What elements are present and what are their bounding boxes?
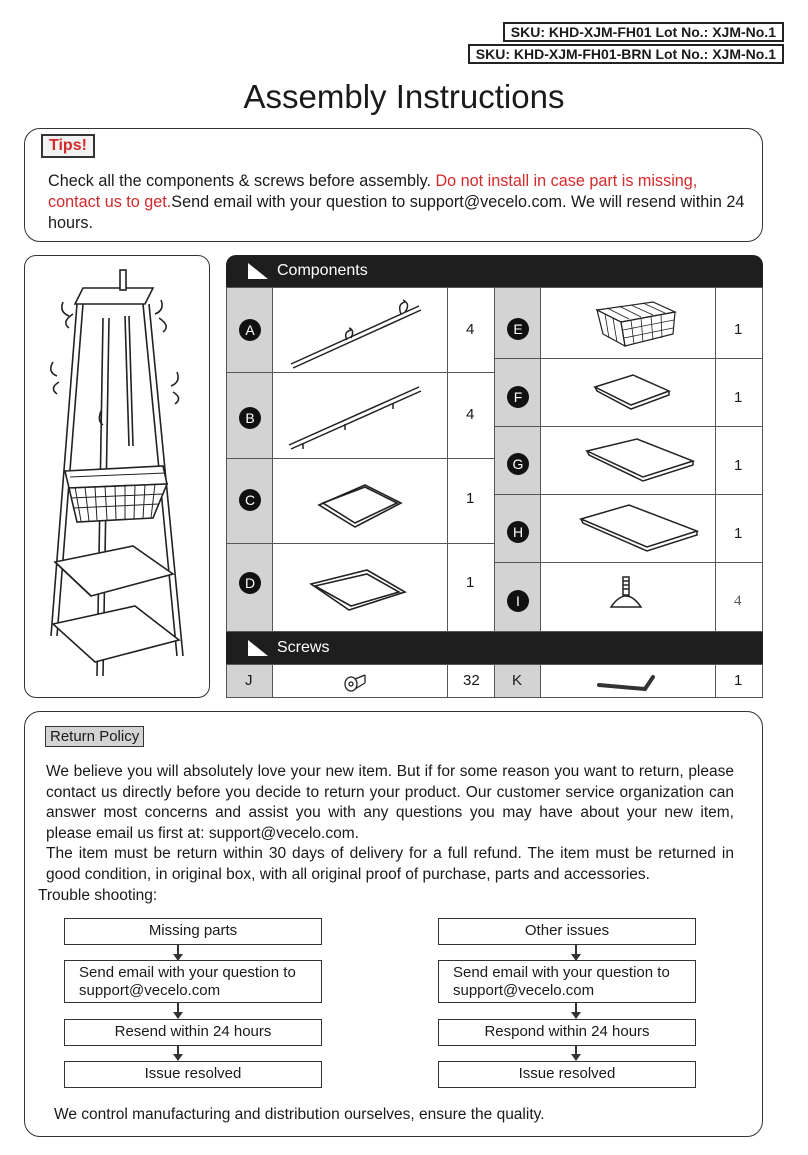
screws-header: [226, 632, 763, 664]
component-image-cell: [540, 562, 716, 632]
screw-qty-cell: [715, 664, 763, 698]
closing-statement: We control manufacturing and distribution ourselves, ensure the quality.: [54, 1106, 545, 1123]
rail-with-hooks-icon: [273, 288, 449, 374]
component-image-cell: [540, 494, 716, 563]
tips-text-1: Check all the components & screws before assembly.: [48, 172, 436, 190]
component-image-cell: [272, 543, 448, 632]
component-letter: H: [507, 521, 529, 543]
allen-wrench-icon: [541, 665, 717, 699]
trouble-shooting-label: Trouble shooting:: [38, 887, 158, 904]
component-letter-cell: [494, 358, 541, 427]
medium-shelf-board-icon: [541, 427, 717, 496]
component-letter: F: [507, 386, 529, 408]
sku-line-1: SKU: KHD-XJM-FH01 Lot No.: XJM-No.1: [503, 22, 784, 42]
screw-qty: 32: [463, 672, 480, 689]
screw-icon: [273, 665, 449, 699]
screw-image-cell: [540, 664, 716, 698]
component-letter-cell: [494, 494, 541, 563]
flow-right-step-4: Issue resolved: [438, 1061, 696, 1088]
component-qty: 1: [734, 457, 743, 474]
component-qty: 1: [734, 525, 743, 542]
square-frame-large-icon: [273, 544, 449, 633]
screw-image-cell: [272, 664, 448, 698]
tips-box: [24, 128, 763, 242]
square-frame-icon: [273, 459, 449, 545]
tips-text-2: Send email with your question to support@vecelo.com. We will resend within 24 hours.: [48, 193, 745, 232]
return-policy-paragraph-1: We believe you will absolutely love your new item. But if for some reason you want to return, please contact us directly before you decide to return your product. Our customer service organization can answer most concerns and assist you with any questions you may have about your new item, please email us first at: support@vecelo.com.: [46, 763, 734, 842]
component-letter-cell: [226, 458, 273, 544]
component-qty-cell: [447, 372, 495, 459]
tips-label: Tips!: [41, 134, 95, 158]
return-policy-box: [24, 711, 763, 1137]
tips-text: [48, 171, 748, 234]
screw-qty: 1: [734, 672, 743, 689]
component-qty-cell: [715, 562, 763, 632]
component-image-cell: [272, 287, 448, 373]
component-letter-cell: [226, 543, 273, 632]
screw-letter: K: [512, 672, 523, 689]
component-letter: B: [239, 407, 261, 429]
component-qty: 4: [466, 406, 475, 423]
small-shelf-board-icon: [541, 359, 717, 428]
component-qty-cell: [715, 287, 763, 359]
product-illustration-box: [24, 255, 210, 698]
components-table: [226, 255, 763, 698]
flow-right-step-1: Other issues: [438, 918, 696, 945]
large-shelf-board-icon: [541, 495, 717, 564]
component-qty-cell: [447, 287, 495, 373]
sku-line-2: SKU: KHD-XJM-FH01-BRN Lot No.: XJM-No.1: [468, 44, 784, 64]
component-letter: D: [239, 572, 261, 594]
component-letter: G: [507, 453, 529, 475]
screws-header-label: Screws: [277, 639, 330, 656]
component-qty: 1: [734, 389, 743, 406]
flow-left-step-3: Resend within 24 hours: [64, 1019, 322, 1046]
flow-right-step-3: Respond within 24 hours: [438, 1019, 696, 1046]
component-image-cell: [272, 458, 448, 544]
component-letter: A: [239, 319, 261, 341]
screw-letter-cell: [494, 664, 541, 698]
flow-left-step-1: Missing parts: [64, 918, 322, 945]
flow-right-step-2: Send email with your question to support@vecelo.com: [438, 960, 696, 1003]
component-letter-cell: [226, 287, 273, 373]
component-letter: C: [239, 489, 261, 511]
component-letter-cell: [226, 372, 273, 459]
component-qty-cell: [447, 543, 495, 632]
components-header-label: Components: [277, 262, 368, 279]
return-policy-paragraph-2: The item must be return within 30 days of delivery for a full refund. The item must be returned in good condition, in original box, with all original proof of purchase, parts and accessories.: [46, 845, 734, 883]
leveling-foot-icon: [541, 563, 717, 633]
page-title: Assembly Instructions: [243, 78, 565, 115]
triangle-icon: [248, 640, 268, 656]
component-qty: 4: [466, 321, 475, 338]
wire-basket-icon: [541, 288, 717, 360]
component-qty: 1: [734, 321, 743, 338]
return-policy-label: Return Policy: [45, 726, 144, 747]
tips-warning: Do not install in case part is missing, contact us to get.: [48, 172, 698, 211]
screw-qty-cell: [447, 664, 495, 698]
component-image-cell: [540, 287, 716, 359]
rail-icon: [273, 373, 449, 460]
coat-rack-icon: [25, 256, 211, 699]
component-qty: 4: [734, 593, 742, 609]
flow-left-step-2: Send email with your question to support@vecelo.com: [64, 960, 322, 1003]
flow-left-step-4: Issue resolved: [64, 1061, 322, 1088]
component-image-cell: [540, 358, 716, 427]
component-qty: 1: [466, 574, 475, 591]
screw-letter: J: [245, 672, 253, 689]
components-header: [226, 255, 763, 287]
component-letter: I: [507, 590, 529, 612]
triangle-icon: [248, 263, 268, 279]
component-letter-cell: [494, 426, 541, 495]
return-policy-text: [46, 762, 734, 885]
component-qty-cell: [447, 458, 495, 544]
component-letter-cell: [494, 287, 541, 359]
component-qty-cell: [715, 426, 763, 495]
component-letter-cell: [494, 562, 541, 632]
component-qty: 1: [466, 490, 475, 507]
screw-letter-cell: [226, 664, 273, 698]
component-qty-cell: [715, 358, 763, 427]
component-image-cell: [272, 372, 448, 459]
component-letter: E: [507, 318, 529, 340]
component-qty-cell: [715, 494, 763, 563]
component-image-cell: [540, 426, 716, 495]
